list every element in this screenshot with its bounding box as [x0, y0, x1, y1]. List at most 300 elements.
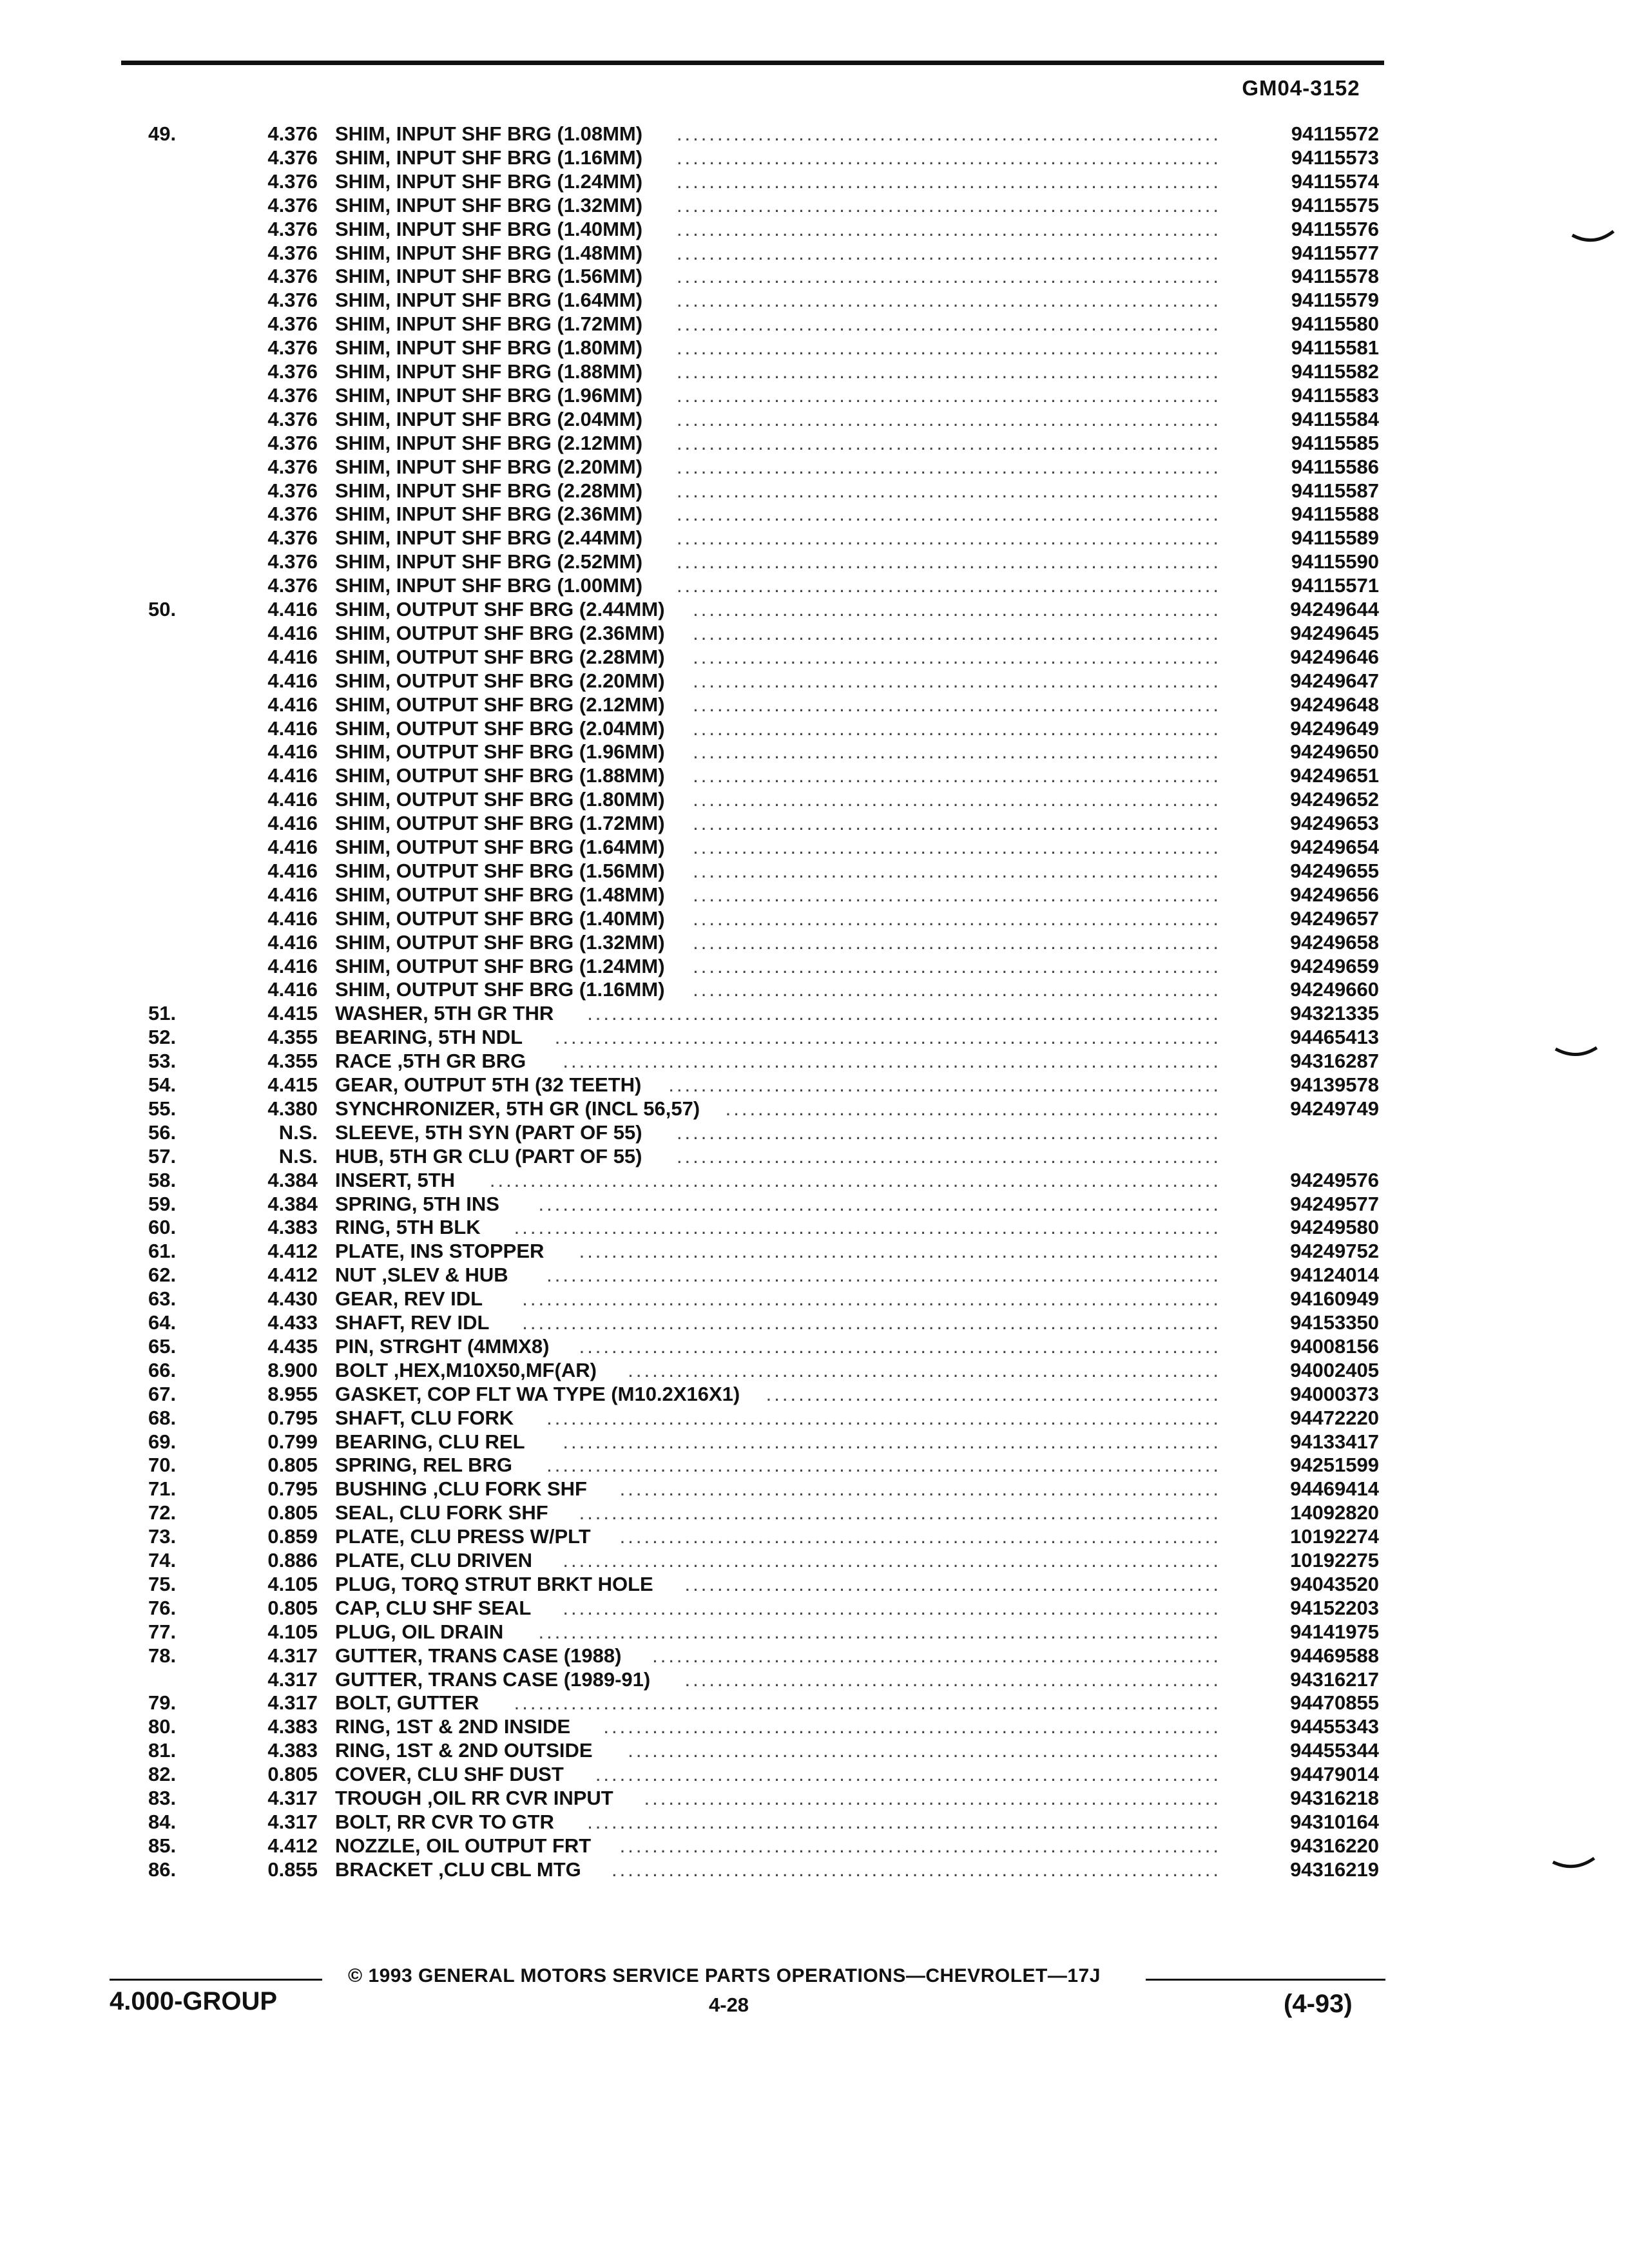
group-number: 8.955 — [267, 1383, 318, 1405]
table-row — [0, 1121, 1629, 1144]
part-name: PLATE — [335, 1525, 400, 1548]
part-name: SHIM — [335, 931, 385, 954]
part-number: 94310164 — [1290, 1811, 1379, 1833]
table-row — [0, 1454, 1629, 1477]
group-number: 4.376 — [267, 432, 318, 454]
part-qualifier: , 5TH — [406, 1169, 456, 1191]
ref-number: 77. — [148, 1620, 177, 1643]
table-row — [0, 978, 1629, 1001]
group-number: 4.416 — [267, 883, 318, 906]
part-description — [335, 1073, 641, 1097]
table-row — [0, 289, 1629, 312]
part-number: 94249749 — [1290, 1097, 1379, 1120]
group-number: 4.416 — [267, 764, 318, 787]
part-number: 94249660 — [1290, 978, 1379, 1001]
group-number: 4.416 — [267, 836, 318, 858]
table-row — [0, 955, 1629, 978]
dot-leader: ................................................................................. — [563, 1050, 1221, 1072]
group-number: 4.105 — [267, 1620, 318, 1643]
part-qualifier: ,HEX,M10X50,MF(AR) — [388, 1359, 597, 1381]
table-row — [0, 1169, 1629, 1192]
ref-number: 67. — [148, 1383, 177, 1405]
table-row — [0, 860, 1629, 883]
part-description — [335, 1597, 531, 1620]
part-number: 94316219 — [1290, 1858, 1379, 1881]
dot-leader: .................................................................... — [668, 1073, 1221, 1096]
table-row — [0, 907, 1629, 930]
part-description — [335, 669, 665, 693]
part-number: 94249651 — [1290, 764, 1379, 787]
table-row — [0, 1477, 1629, 1501]
table-row — [0, 1240, 1629, 1263]
part-qualifier: , 5TH SYN (PART OF 55) — [414, 1121, 642, 1144]
ref-number: 70. — [148, 1454, 177, 1476]
group-number: 4.416 — [267, 598, 318, 620]
part-name: SHIM — [335, 146, 385, 169]
part-number: 94115587 — [1291, 479, 1379, 502]
dot-leader: ................................................................... — [676, 289, 1221, 311]
part-number: 94124014 — [1290, 1264, 1379, 1286]
part-qualifier: , OUTPUT SHF BRG (1.80MM) — [385, 788, 665, 811]
part-qualifier: , OUTPUT SHF BRG (1.16MM) — [385, 978, 665, 1001]
group-number: 4.317 — [267, 1691, 318, 1714]
part-name: BOLT — [335, 1691, 386, 1714]
part-number: 94008156 — [1290, 1335, 1379, 1358]
part-number: 94249655 — [1290, 860, 1379, 882]
part-description — [335, 1549, 532, 1572]
part-qualifier: , INPUT SHF BRG (1.80MM) — [385, 336, 643, 359]
group-number: 4.416 — [267, 931, 318, 954]
ref-number: 66. — [148, 1359, 177, 1381]
table-row — [0, 1097, 1629, 1120]
ref-number: 76. — [148, 1597, 177, 1619]
part-name: SHIM — [335, 242, 385, 264]
part-name: WASHER — [335, 1002, 423, 1024]
group-number: 4.376 — [267, 122, 318, 145]
page-footer — [0, 1959, 1629, 2049]
part-name: SHIM — [335, 218, 385, 240]
part-number: 94249654 — [1290, 836, 1379, 858]
table-row — [0, 1264, 1629, 1287]
table-row — [0, 1834, 1629, 1858]
table-row — [0, 265, 1629, 288]
part-qualifier: , INPUT SHF BRG (1.64MM) — [385, 289, 643, 311]
dot-leader: ................................................................... — [676, 574, 1221, 597]
table-row — [0, 360, 1629, 383]
part-description — [335, 1763, 564, 1786]
part-description — [335, 456, 642, 479]
group-number: 4.376 — [267, 194, 318, 216]
part-qualifier: , INPUT SHF BRG (1.88MM) — [385, 360, 643, 383]
part-name: PIN — [335, 1335, 369, 1358]
part-description — [335, 1573, 653, 1596]
part-number: 94115590 — [1291, 550, 1379, 573]
part-qualifier: , INPUT SHF BRG (2.20MM) — [385, 456, 643, 478]
dot-leader: ................................................................... — [676, 170, 1221, 193]
part-description — [335, 860, 665, 883]
part-name: PLUG — [335, 1573, 391, 1595]
dot-leader: ................................................................. — [693, 860, 1221, 882]
part-name: SLEEVE — [335, 1121, 414, 1144]
dot-leader: ...................................................................... — [652, 1644, 1221, 1667]
part-number: 94115578 — [1291, 265, 1379, 287]
group-number: 4.383 — [267, 1715, 318, 1738]
part-description — [335, 1407, 514, 1430]
ref-number: 79. — [148, 1691, 177, 1714]
group-number: 4.376 — [267, 265, 318, 287]
part-name: SHIM — [335, 312, 385, 335]
group-number: 0.805 — [267, 1501, 318, 1524]
part-number: 94160949 — [1290, 1287, 1379, 1310]
margin-tick-mark — [1554, 1044, 1599, 1063]
group-number: 4.416 — [267, 646, 318, 668]
part-qualifier: , INPUT SHF BRG (1.40MM) — [385, 218, 643, 240]
part-qualifier: , OUTPUT SHF BRG (1.40MM) — [385, 907, 665, 930]
dot-leader: ................................................................... — [676, 218, 1221, 240]
part-qualifier: , OUTPUT SHF BRG (1.96MM) — [385, 740, 665, 763]
table-row — [0, 1763, 1629, 1786]
group-number: 0.805 — [267, 1454, 318, 1476]
group-number: 4.384 — [267, 1169, 318, 1191]
part-name: SHIM — [335, 812, 385, 834]
part-number: 94249656 — [1290, 883, 1379, 906]
ref-number: 63. — [148, 1287, 177, 1310]
part-name: BUSHING — [335, 1477, 427, 1500]
dot-leader: .......................................................................... — [619, 1525, 1221, 1548]
group-number: 4.383 — [267, 1216, 318, 1238]
table-row — [0, 1715, 1629, 1738]
part-qualifier: , OUTPUT 5TH (32 TEETH) — [392, 1073, 642, 1096]
ref-number: 58. — [148, 1169, 177, 1191]
group-number: 0.855 — [267, 1858, 318, 1881]
part-description — [335, 550, 642, 573]
part-description — [335, 122, 642, 146]
group-number: 4.416 — [267, 978, 318, 1001]
part-qualifier: , 5TH GR THR — [423, 1002, 554, 1024]
dot-leader: ................................................................... — [676, 1121, 1221, 1144]
part-qualifier: , OUTPUT SHF BRG (2.20MM) — [385, 669, 665, 692]
dot-leader: .............................................................................. — [587, 1811, 1221, 1833]
dot-leader: ................................................................. — [693, 883, 1221, 906]
group-number: 4.416 — [267, 622, 318, 644]
ref-number: 56. — [148, 1121, 177, 1144]
dot-leader: ................................................................. — [693, 669, 1221, 692]
part-qualifier: , OUTPUT SHF BRG (1.48MM) — [385, 883, 665, 906]
part-name: SHAFT — [335, 1407, 400, 1429]
dot-leader: ...................................................................................... — [522, 1287, 1221, 1310]
part-qualifier: , INS STOPPER — [399, 1240, 545, 1262]
part-number: 94469414 — [1290, 1477, 1379, 1500]
part-name: SHIM — [335, 289, 385, 311]
dot-leader: ....................................................................................... — [514, 1216, 1221, 1238]
dot-leader: ................................................................... — [676, 526, 1221, 549]
part-description — [335, 740, 665, 764]
table-row — [0, 1811, 1629, 1834]
part-number: 94115572 — [1291, 122, 1379, 145]
group-number: 4.433 — [267, 1311, 318, 1334]
part-name: SHIM — [335, 860, 385, 882]
part-name: SHIM — [335, 836, 385, 858]
part-description — [335, 931, 665, 954]
group-number: 4.376 — [267, 312, 318, 335]
part-description — [335, 432, 642, 455]
part-qualifier: , 1ST & 2ND OUTSIDE — [385, 1739, 593, 1762]
part-name: SHIM — [335, 550, 385, 573]
part-qualifier: , OUTPUT SHF BRG (2.36MM) — [385, 622, 665, 644]
part-description — [335, 1477, 587, 1501]
part-number: 94249577 — [1290, 1193, 1379, 1215]
group-number: 4.376 — [267, 456, 318, 478]
part-description — [335, 194, 642, 217]
part-qualifier: , 1ST & 2ND INSIDE — [385, 1715, 571, 1738]
table-row — [0, 218, 1629, 241]
part-description — [335, 646, 665, 669]
part-number: 14092820 — [1290, 1501, 1379, 1524]
dot-leader: ................................................................................. — [563, 1549, 1221, 1571]
part-description — [335, 1287, 483, 1311]
part-description — [335, 1834, 591, 1858]
table-row — [0, 1739, 1629, 1762]
group-number: 4.317 — [267, 1644, 318, 1667]
part-description — [335, 1097, 700, 1120]
part-number: 94000373 — [1290, 1383, 1379, 1405]
ref-number: 83. — [148, 1787, 177, 1809]
part-description — [335, 1739, 593, 1762]
table-row — [0, 122, 1629, 146]
part-qualifier: , CLU SHF SEAL — [374, 1597, 532, 1619]
part-qualifier: , CLU FORK — [399, 1407, 514, 1429]
part-name: SHIM — [335, 717, 385, 740]
dot-leader: ................................................................................... — [546, 1454, 1221, 1476]
part-name: SHIM — [335, 622, 385, 644]
part-qualifier: , INPUT SHF BRG (2.36MM) — [385, 503, 643, 525]
part-description — [335, 312, 642, 336]
part-qualifier: , INPUT SHF BRG (2.12MM) — [385, 432, 643, 454]
part-name: RACE — [335, 1050, 392, 1072]
table-row — [0, 1597, 1629, 1620]
dot-leader: ............................................................................. — [595, 1763, 1221, 1785]
part-description — [335, 526, 642, 550]
dot-leader: ................................................................... — [676, 384, 1221, 407]
ref-number: 62. — [148, 1264, 177, 1286]
part-name: PLATE — [335, 1549, 400, 1571]
dot-leader: ................................................................... — [676, 408, 1221, 430]
group-number: 4.105 — [267, 1573, 318, 1595]
dot-leader: ................................................................... — [676, 503, 1221, 525]
part-number: 94115582 — [1291, 360, 1379, 383]
table-row — [0, 242, 1629, 265]
part-qualifier: , REV IDL — [399, 1311, 490, 1334]
part-name: SHIM — [335, 740, 385, 763]
part-description — [335, 717, 665, 740]
part-qualifier: , 5TH NDL — [427, 1026, 523, 1048]
part-qualifier: , TRANS CASE (1988) — [417, 1644, 622, 1667]
part-qualifier: , INPUT SHF BRG (2.28MM) — [385, 479, 643, 502]
part-number: 94465413 — [1290, 1026, 1379, 1048]
margin-tick-mark — [1571, 229, 1616, 248]
part-qualifier: , STRGHT (4MMX8) — [368, 1335, 550, 1358]
table-row — [0, 550, 1629, 573]
part-qualifier: , REV IDL — [392, 1287, 483, 1310]
part-name: HUB — [335, 1145, 379, 1168]
ref-number: 80. — [148, 1715, 177, 1738]
table-row — [0, 1073, 1629, 1097]
part-name: PLUG — [335, 1620, 391, 1643]
part-qualifier: , GUTTER — [385, 1691, 479, 1714]
part-number: 94115584 — [1291, 408, 1379, 430]
part-number: 94249580 — [1290, 1216, 1379, 1238]
part-name: SHIM — [335, 503, 385, 525]
dot-leader: ........................................................................... — [612, 1858, 1221, 1881]
dot-leader: ......................................................................... — [628, 1739, 1221, 1762]
part-number: 94153350 — [1290, 1311, 1379, 1334]
group-number: 0.795 — [267, 1477, 318, 1500]
table-row — [0, 1335, 1629, 1358]
ref-number: 59. — [148, 1193, 177, 1215]
dot-leader: ................................................................... — [676, 456, 1221, 478]
part-number: 94469588 — [1290, 1644, 1379, 1667]
part-description — [335, 764, 665, 787]
part-description — [335, 360, 642, 383]
dot-leader: ................................................................... — [676, 312, 1221, 335]
group-number: 4.412 — [267, 1240, 318, 1262]
part-name: TROUGH — [335, 1787, 422, 1809]
part-description — [335, 242, 642, 265]
part-description — [335, 883, 665, 907]
part-name: SHIM — [335, 360, 385, 383]
part-description — [335, 1264, 508, 1287]
part-qualifier: , INPUT SHF BRG (1.00MM) — [385, 574, 643, 597]
part-description — [335, 1216, 481, 1239]
group-number: 4.380 — [267, 1097, 318, 1120]
dot-leader: .......................................................................... — [619, 1834, 1221, 1857]
ref-number: 81. — [148, 1739, 177, 1762]
group-number: 4.416 — [267, 860, 318, 882]
dot-leader: ................................................................... — [676, 432, 1221, 454]
part-number: 94249650 — [1290, 740, 1379, 763]
part-number: 94249752 — [1290, 1240, 1379, 1262]
ref-number: 61. — [148, 1240, 177, 1262]
part-number: 94249652 — [1290, 788, 1379, 811]
part-name: SHIM — [335, 432, 385, 454]
table-row — [0, 764, 1629, 787]
part-name: NUT — [335, 1264, 376, 1286]
table-row — [0, 836, 1629, 859]
dot-leader: ................................................................... — [676, 242, 1221, 264]
ref-number: 54. — [148, 1073, 177, 1096]
dot-leader: ............................................................................... — [579, 1335, 1221, 1358]
table-row — [0, 1050, 1629, 1073]
part-description — [335, 1454, 512, 1477]
part-qualifier: , OUTPUT SHF BRG (1.32MM) — [385, 931, 665, 954]
dot-leader: .................................................................................. — [554, 1026, 1221, 1048]
group-number: 4.376 — [267, 550, 318, 573]
part-number: 94115575 — [1291, 194, 1379, 216]
table-row — [0, 170, 1629, 193]
part-description — [335, 170, 642, 193]
part-number: 94249648 — [1290, 693, 1379, 716]
dot-leader: .................................................................................... — [538, 1620, 1221, 1643]
part-qualifier: , OUTPUT SHF BRG (1.24MM) — [385, 955, 665, 977]
group-number: 4.376 — [267, 360, 318, 383]
table-row — [0, 1359, 1629, 1382]
part-number: 94115586 — [1291, 456, 1379, 478]
group-number: 4.416 — [267, 717, 318, 740]
table-row — [0, 1002, 1629, 1025]
part-description — [335, 1858, 581, 1881]
part-name: CAP — [335, 1597, 375, 1619]
group-number: N.S. — [278, 1121, 318, 1144]
group-number: 0.886 — [267, 1549, 318, 1571]
dot-leader: ................................................................................. — [563, 1430, 1221, 1453]
ref-number: 55. — [148, 1097, 177, 1120]
part-number: 94249646 — [1290, 646, 1379, 668]
part-description — [335, 408, 642, 431]
part-description — [335, 907, 665, 930]
part-qualifier: , INPUT SHF BRG (1.08MM) — [385, 122, 643, 145]
part-name: RING — [335, 1715, 385, 1738]
part-qualifier: , INPUT SHF BRG (2.44MM) — [385, 526, 643, 549]
group-number: 4.415 — [267, 1073, 318, 1096]
part-description — [335, 693, 665, 716]
part-name: GEAR — [335, 1287, 393, 1310]
ref-number: 72. — [148, 1501, 177, 1524]
dot-leader: ................................................................... — [676, 146, 1221, 169]
part-description — [335, 978, 665, 1001]
group-number: 4.416 — [267, 955, 318, 977]
part-name: SHIM — [335, 693, 385, 716]
dot-leader: .................................................................................... — [538, 1193, 1221, 1215]
table-row — [0, 526, 1629, 550]
part-number: 94141975 — [1290, 1620, 1379, 1643]
dot-leader: .......................................................................................... — [489, 1169, 1221, 1191]
part-description — [335, 574, 642, 597]
group-number: 4.384 — [267, 1193, 318, 1215]
group-number: 4.317 — [267, 1787, 318, 1809]
group-number: 4.317 — [267, 1811, 318, 1833]
dot-leader: ................................................................... — [676, 479, 1221, 502]
table-row — [0, 1407, 1629, 1430]
part-qualifier: , OIL OUTPUT FRT — [415, 1834, 592, 1857]
part-description — [335, 1359, 597, 1382]
ref-number: 73. — [148, 1525, 177, 1548]
table-row — [0, 812, 1629, 835]
table-row — [0, 384, 1629, 407]
part-qualifier: , INPUT SHF BRG (2.04MM) — [385, 408, 643, 430]
dot-leader: ............................................................. — [725, 1097, 1221, 1120]
group-number: 4.416 — [267, 669, 318, 692]
table-row — [0, 1193, 1629, 1216]
part-description — [335, 1668, 650, 1691]
ref-number: 50. — [148, 598, 177, 620]
part-qualifier: , TRANS CASE (1989-91) — [417, 1668, 651, 1691]
part-qualifier: , CLU PRESS W/PLT — [399, 1525, 591, 1548]
table-row — [0, 622, 1629, 645]
part-name: PLATE — [335, 1240, 400, 1262]
dot-leader: .............................................................................. — [587, 1002, 1221, 1024]
part-description — [335, 1691, 479, 1715]
part-number: 94115573 — [1291, 146, 1379, 169]
part-qualifier: , CLU DRIVEN — [399, 1549, 532, 1571]
part-description — [335, 812, 665, 835]
table-row — [0, 740, 1629, 764]
table-row — [0, 1573, 1629, 1596]
part-description — [335, 1145, 642, 1168]
table-row — [0, 1691, 1629, 1715]
part-number: 94115576 — [1291, 218, 1379, 240]
part-qualifier: , RR CVR TO GTR — [385, 1811, 554, 1833]
group-number: 4.317 — [267, 1668, 318, 1691]
